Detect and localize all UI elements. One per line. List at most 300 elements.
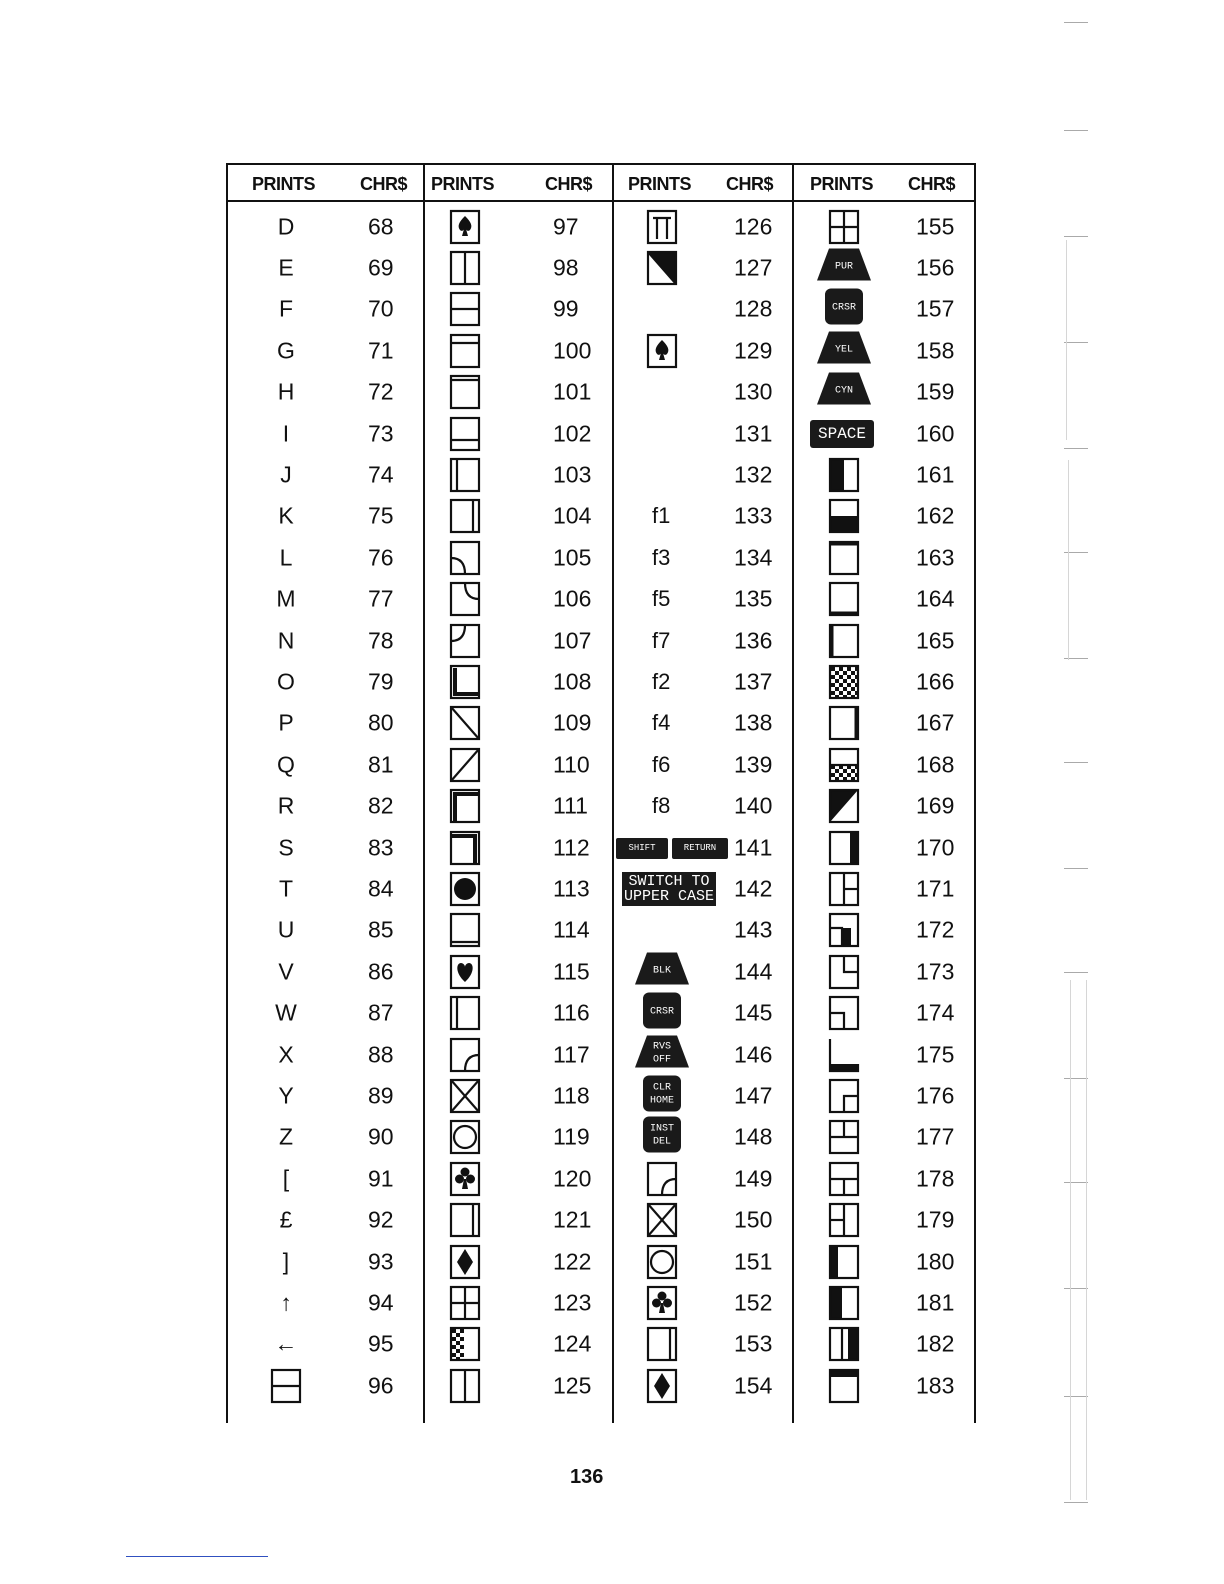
table-row (228, 1241, 423, 1282)
chr-code: 151 (734, 1248, 773, 1274)
chr-code: 88 (368, 1041, 394, 1067)
printed-character: f2 (652, 668, 671, 694)
chr-code: 133 (734, 502, 773, 529)
chr-code: 161 (916, 461, 955, 488)
chr-code: 69 (368, 254, 394, 281)
chr-code: 168 (916, 751, 955, 778)
chr-code: 141 (734, 834, 773, 860)
column-group-4 (792, 165, 976, 1423)
table-row (614, 1365, 792, 1406)
chr-code: 95 (368, 1330, 394, 1357)
printed-character: f6 (652, 751, 671, 777)
chr-code: 179 (916, 1206, 955, 1233)
printed-character: G (277, 337, 295, 364)
printed-character: E (278, 254, 294, 281)
table-row (794, 413, 974, 454)
chr-code: 77 (368, 585, 394, 612)
printed-character: U (277, 916, 295, 943)
chr-code: 154 (734, 1372, 773, 1399)
chr-code: 103 (553, 461, 592, 488)
table-row (794, 1034, 974, 1075)
table-row (614, 1241, 792, 1282)
box-thick-top-icon (828, 1368, 860, 1404)
header-chrs: CHR$ (360, 174, 408, 194)
club-boxed-icon (646, 1285, 678, 1321)
table-row (228, 786, 423, 827)
table-row (425, 330, 612, 371)
chr-code: 132 (734, 461, 773, 488)
table-row (425, 703, 612, 744)
chr-code: 183 (916, 1372, 955, 1399)
switch-case-line: SWITCH TO (628, 872, 710, 890)
box-plus-icon (449, 1285, 481, 1321)
table-row (614, 330, 792, 371)
table-row (228, 620, 423, 661)
keycap-label: BLK (652, 965, 672, 977)
table-row (794, 661, 974, 702)
box-circle-icon (646, 1244, 678, 1280)
table-row (794, 1200, 974, 1241)
table-row (794, 993, 974, 1034)
column-header (228, 165, 423, 202)
table-row (614, 993, 792, 1034)
table-row (228, 413, 423, 454)
table-row (614, 1117, 792, 1158)
chr-code: 177 (916, 1123, 955, 1150)
box-line-left-icon (828, 623, 860, 659)
chr-code: 138 (734, 709, 773, 736)
table-row (425, 1034, 612, 1075)
table-row (425, 661, 612, 702)
spade-boxed-icon (646, 333, 678, 369)
box-cross-icon (449, 1078, 481, 1114)
keycap-icon (824, 288, 864, 331)
table-row (794, 1075, 974, 1116)
margin-tick (1064, 342, 1088, 343)
table-row (228, 827, 423, 868)
table-row (794, 496, 974, 537)
chr-code: 163 (916, 544, 955, 571)
box-diag-down-icon (449, 705, 481, 741)
chr-code: 140 (734, 792, 773, 819)
chr-code: 87 (368, 999, 394, 1026)
margin-tick (1064, 1396, 1088, 1397)
chr-code: 100 (553, 337, 592, 364)
table-row (228, 1075, 423, 1116)
printed-character: F (278, 295, 294, 322)
box-corner-tl-icon (449, 788, 481, 824)
printed-character: N (277, 627, 295, 653)
table-row (228, 537, 423, 578)
keycap-icon (642, 1074, 682, 1117)
chr-code: 150 (734, 1206, 773, 1233)
chr-code: 78 (368, 627, 394, 653)
chr-code: 82 (368, 792, 394, 819)
chr-code: 123 (553, 1289, 592, 1316)
margin-line (1070, 980, 1071, 1500)
chr-code: 137 (734, 668, 773, 695)
keycap-icon (815, 246, 873, 289)
chr-code: 92 (368, 1206, 394, 1233)
chr-code: 127 (734, 254, 773, 281)
table-row (614, 910, 792, 951)
chr-code: 122 (553, 1248, 592, 1274)
table-row (228, 951, 423, 992)
table-row (228, 910, 423, 951)
keycap-label: OFF (652, 1054, 672, 1065)
printed-character: Z (278, 1123, 294, 1150)
header-prints: PRINTS (431, 174, 495, 194)
club-boxed-icon (449, 1161, 481, 1197)
chr-code: 175 (916, 1041, 955, 1067)
heart-boxed-icon (449, 954, 481, 990)
keycap-icon (815, 371, 873, 414)
switch-case-line: UPPER CASE (624, 887, 715, 905)
chr-code: 157 (916, 295, 955, 322)
box-vline-mid-icon (449, 250, 481, 286)
table-row (228, 1365, 423, 1406)
chr-code: 97 (553, 213, 579, 239)
table-row (425, 1075, 612, 1116)
chr-code: 80 (368, 709, 394, 736)
box-checker-bottom-icon (828, 747, 860, 783)
printed-character: [ (282, 1165, 290, 1192)
chr-code: 174 (916, 999, 955, 1026)
chr-code: 119 (553, 1123, 590, 1150)
table-row (794, 454, 974, 495)
box-arc-tl-icon (449, 540, 481, 576)
chr-code: 73 (368, 420, 394, 446)
box-thick-right-icon (828, 830, 860, 866)
keycap-icon (642, 1116, 682, 1159)
keycap-label: CRSR (649, 1006, 675, 1018)
switch-case-label (622, 872, 716, 906)
chr-code: 113 (553, 875, 590, 902)
table-row (228, 496, 423, 537)
chr-code: 74 (368, 461, 394, 488)
margin-tick (1064, 236, 1088, 237)
box-corner-ur-icon (828, 995, 860, 1031)
printed-character: £ (279, 1206, 293, 1233)
table-row (425, 951, 612, 992)
table-row (425, 868, 612, 909)
box-half-left-icon (828, 457, 860, 493)
table-row (228, 372, 423, 413)
table-row (425, 206, 612, 247)
table-row (228, 868, 423, 909)
box-thick-right2-icon (828, 1326, 860, 1362)
column-header (425, 165, 612, 202)
printed-character: R (277, 792, 295, 819)
table-row (794, 1324, 974, 1365)
chr-code: 148 (734, 1123, 773, 1150)
printed-character: L (279, 544, 293, 571)
chr-code: 83 (368, 834, 394, 860)
margin-tick (1064, 448, 1088, 449)
box-half-bottom-icon (828, 498, 860, 534)
table-row (614, 537, 792, 578)
table-row (794, 247, 974, 288)
table-row (794, 579, 974, 620)
spade-boxed-icon (449, 209, 481, 245)
table-row (794, 206, 974, 247)
table-row (425, 537, 612, 578)
chr-code: 86 (368, 958, 394, 985)
table-row (614, 1158, 792, 1199)
column-group-1 (226, 165, 423, 1423)
table-row (614, 413, 792, 454)
chr-code: 121 (553, 1206, 592, 1233)
chr-code: 94 (368, 1289, 394, 1316)
keycap-label: DEL (652, 1136, 672, 1148)
printed-character: f4 (652, 710, 671, 736)
box-quad-br-icon (828, 912, 860, 948)
table-row (614, 744, 792, 785)
chr-code: 169 (916, 792, 955, 819)
column-header (794, 165, 974, 202)
chr-code: 107 (553, 627, 592, 653)
printed-character: O (277, 668, 295, 695)
table-row (614, 1282, 792, 1323)
box-diag-up-icon (449, 747, 481, 783)
chr-code: 89 (368, 1082, 394, 1109)
table-row (228, 993, 423, 1034)
chr-code: 124 (553, 1330, 592, 1357)
box-hline-upper-icon (449, 333, 481, 369)
chr-code: 136 (734, 627, 773, 653)
table-row (425, 579, 612, 620)
diamond-boxed-icon (449, 1244, 481, 1280)
box-vline-right-icon (449, 1202, 481, 1238)
table-row (228, 289, 423, 330)
margin-tick (1064, 972, 1088, 973)
table-row (794, 1158, 974, 1199)
chr-code: 68 (368, 213, 394, 239)
printed-character: K (278, 502, 294, 529)
chr-code: 166 (916, 668, 955, 695)
box-line-top-icon (828, 540, 860, 576)
table-row (228, 330, 423, 371)
table-row (794, 786, 974, 827)
chr-code: 108 (553, 668, 592, 695)
box-corner-ul-icon (828, 954, 860, 990)
table-row (228, 661, 423, 702)
table-row (794, 372, 974, 413)
page-number: 136 (570, 1466, 604, 1488)
chr-code: 96 (368, 1372, 394, 1399)
table-row (614, 1324, 792, 1365)
keycap-label: CRSR (831, 302, 857, 314)
chr-code: 172 (916, 916, 955, 943)
table-row (614, 1034, 792, 1075)
chr-code: 90 (368, 1123, 394, 1150)
box-cross-icon (646, 1202, 678, 1238)
box-plus-icon (828, 209, 860, 245)
chr-code: 134 (734, 544, 773, 571)
table-row (794, 703, 974, 744)
keycap-label: CYN (834, 385, 854, 397)
header-chrs: CHR$ (726, 174, 774, 194)
printed-character: X (278, 1041, 294, 1067)
box-corner-tr-icon (449, 830, 481, 866)
printed-character: ] (282, 1248, 290, 1274)
table-row (425, 1200, 612, 1241)
chr-code: 79 (368, 668, 394, 695)
keycap-label: YEL (834, 344, 854, 356)
chr-code: 144 (734, 958, 773, 985)
table-row (614, 454, 792, 495)
box-tee-down-icon (828, 1161, 860, 1197)
table-row (425, 620, 612, 661)
box-thick-left2-icon (828, 1285, 860, 1321)
chr-code: 162 (916, 502, 955, 529)
chr-code: 120 (553, 1165, 592, 1192)
header-chrs: CHR$ (545, 174, 593, 194)
table-row (228, 206, 423, 247)
box-corner-dr-icon (828, 1078, 860, 1114)
chr-code: 131 (734, 420, 773, 446)
chr-code: 85 (368, 916, 394, 943)
margin-tick (1064, 868, 1088, 869)
keycap-label: RETURN (672, 838, 728, 859)
printed-character: Y (278, 1082, 294, 1109)
table-row (425, 289, 612, 330)
margin-tick (1064, 1502, 1088, 1503)
keycap-icon (642, 992, 682, 1035)
box-arc-br-icon (646, 1161, 678, 1197)
table-row (228, 744, 423, 785)
header-prints: PRINTS (628, 174, 692, 194)
chr-code: 106 (553, 585, 592, 612)
chr-code: 176 (916, 1082, 955, 1109)
table-row (794, 868, 974, 909)
header-chrs: CHR$ (908, 174, 956, 194)
chr-code: 164 (916, 585, 955, 612)
chr-code: 159 (916, 378, 955, 405)
table-row (228, 1158, 423, 1199)
table-row (425, 247, 612, 288)
table-row (794, 910, 974, 951)
header-prints: PRINTS (252, 174, 316, 194)
margin-tick (1064, 22, 1088, 23)
chr-code: 158 (916, 337, 955, 364)
table-row (425, 993, 612, 1034)
table-row (228, 1200, 423, 1241)
table-row (794, 1282, 974, 1323)
table-row (614, 1200, 792, 1241)
printed-character: T (278, 875, 294, 902)
table-row (425, 786, 612, 827)
chr-code: 109 (553, 709, 592, 736)
space-key-label: SPACE (810, 420, 874, 448)
table-row (425, 454, 612, 495)
chr-code: 128 (734, 295, 773, 322)
margin-line (1086, 980, 1087, 1500)
box-vline-left-icon (449, 995, 481, 1031)
table-row (425, 910, 612, 951)
chr-code: 135 (734, 585, 773, 612)
box-corner-bl-icon (449, 664, 481, 700)
margin-tick (1064, 130, 1088, 131)
character-code-table (226, 163, 976, 1423)
chr-code: 71 (368, 337, 394, 364)
table-row (228, 1282, 423, 1323)
box-hline-mid-icon (270, 1368, 302, 1404)
chr-code: 180 (916, 1248, 955, 1274)
chr-code: 98 (553, 254, 579, 281)
keycap-label: HOME (649, 1095, 675, 1107)
printed-character: Q (277, 751, 295, 778)
chr-code: 155 (916, 213, 955, 239)
table-row (614, 247, 792, 288)
table-row (425, 1241, 612, 1282)
table-row (794, 620, 974, 661)
table-row (614, 206, 792, 247)
box-hline-top-icon (449, 374, 481, 410)
chr-code: 126 (734, 213, 773, 239)
table-row (228, 1324, 423, 1365)
table-row (425, 744, 612, 785)
table-row (228, 579, 423, 620)
box-line-right-icon (828, 705, 860, 741)
column-group-2 (423, 165, 612, 1423)
table-row (614, 786, 792, 827)
table-row (614, 496, 792, 537)
chr-code: 114 (553, 916, 590, 943)
chr-code: 170 (916, 834, 955, 860)
chr-code: 118 (553, 1082, 590, 1109)
chr-code: 117 (553, 1041, 590, 1067)
table-row (794, 537, 974, 578)
chr-code: 75 (368, 502, 394, 529)
box-arc-br-icon (449, 1037, 481, 1073)
table-row (425, 1365, 612, 1406)
chr-code: 142 (734, 875, 773, 902)
keycap-label: CLR (652, 1082, 672, 1094)
chr-code: 116 (553, 999, 590, 1026)
key-combo (616, 837, 732, 859)
table-row (614, 661, 792, 702)
box-tee-left-icon (828, 1202, 860, 1238)
printed-character: P (278, 709, 294, 736)
chr-code: 84 (368, 875, 394, 902)
chr-code: 130 (734, 378, 773, 405)
chr-code: 115 (553, 958, 590, 985)
chr-code: 99 (553, 295, 579, 322)
keycap-icon (815, 329, 873, 372)
printed-character: ← (274, 1330, 298, 1357)
chr-code: 149 (734, 1165, 773, 1192)
table-row (425, 1117, 612, 1158)
table-row (794, 1117, 974, 1158)
box-hline-lower-icon (449, 416, 481, 452)
table-row (425, 827, 612, 868)
table-row (614, 620, 792, 661)
keycap-label: SHIFT (616, 838, 668, 859)
keycap-label: INST (649, 1123, 675, 1135)
chr-code: 160 (916, 420, 955, 446)
table-row (425, 496, 612, 537)
box-ball-icon (449, 871, 481, 907)
table-row (425, 1282, 612, 1323)
printed-character: W (275, 999, 297, 1026)
bottom-rule (126, 1556, 268, 1557)
chr-code: 147 (734, 1082, 773, 1109)
margin-tick (1064, 762, 1088, 763)
chr-code: 139 (734, 751, 773, 778)
table-row (614, 579, 792, 620)
table-row (794, 951, 974, 992)
